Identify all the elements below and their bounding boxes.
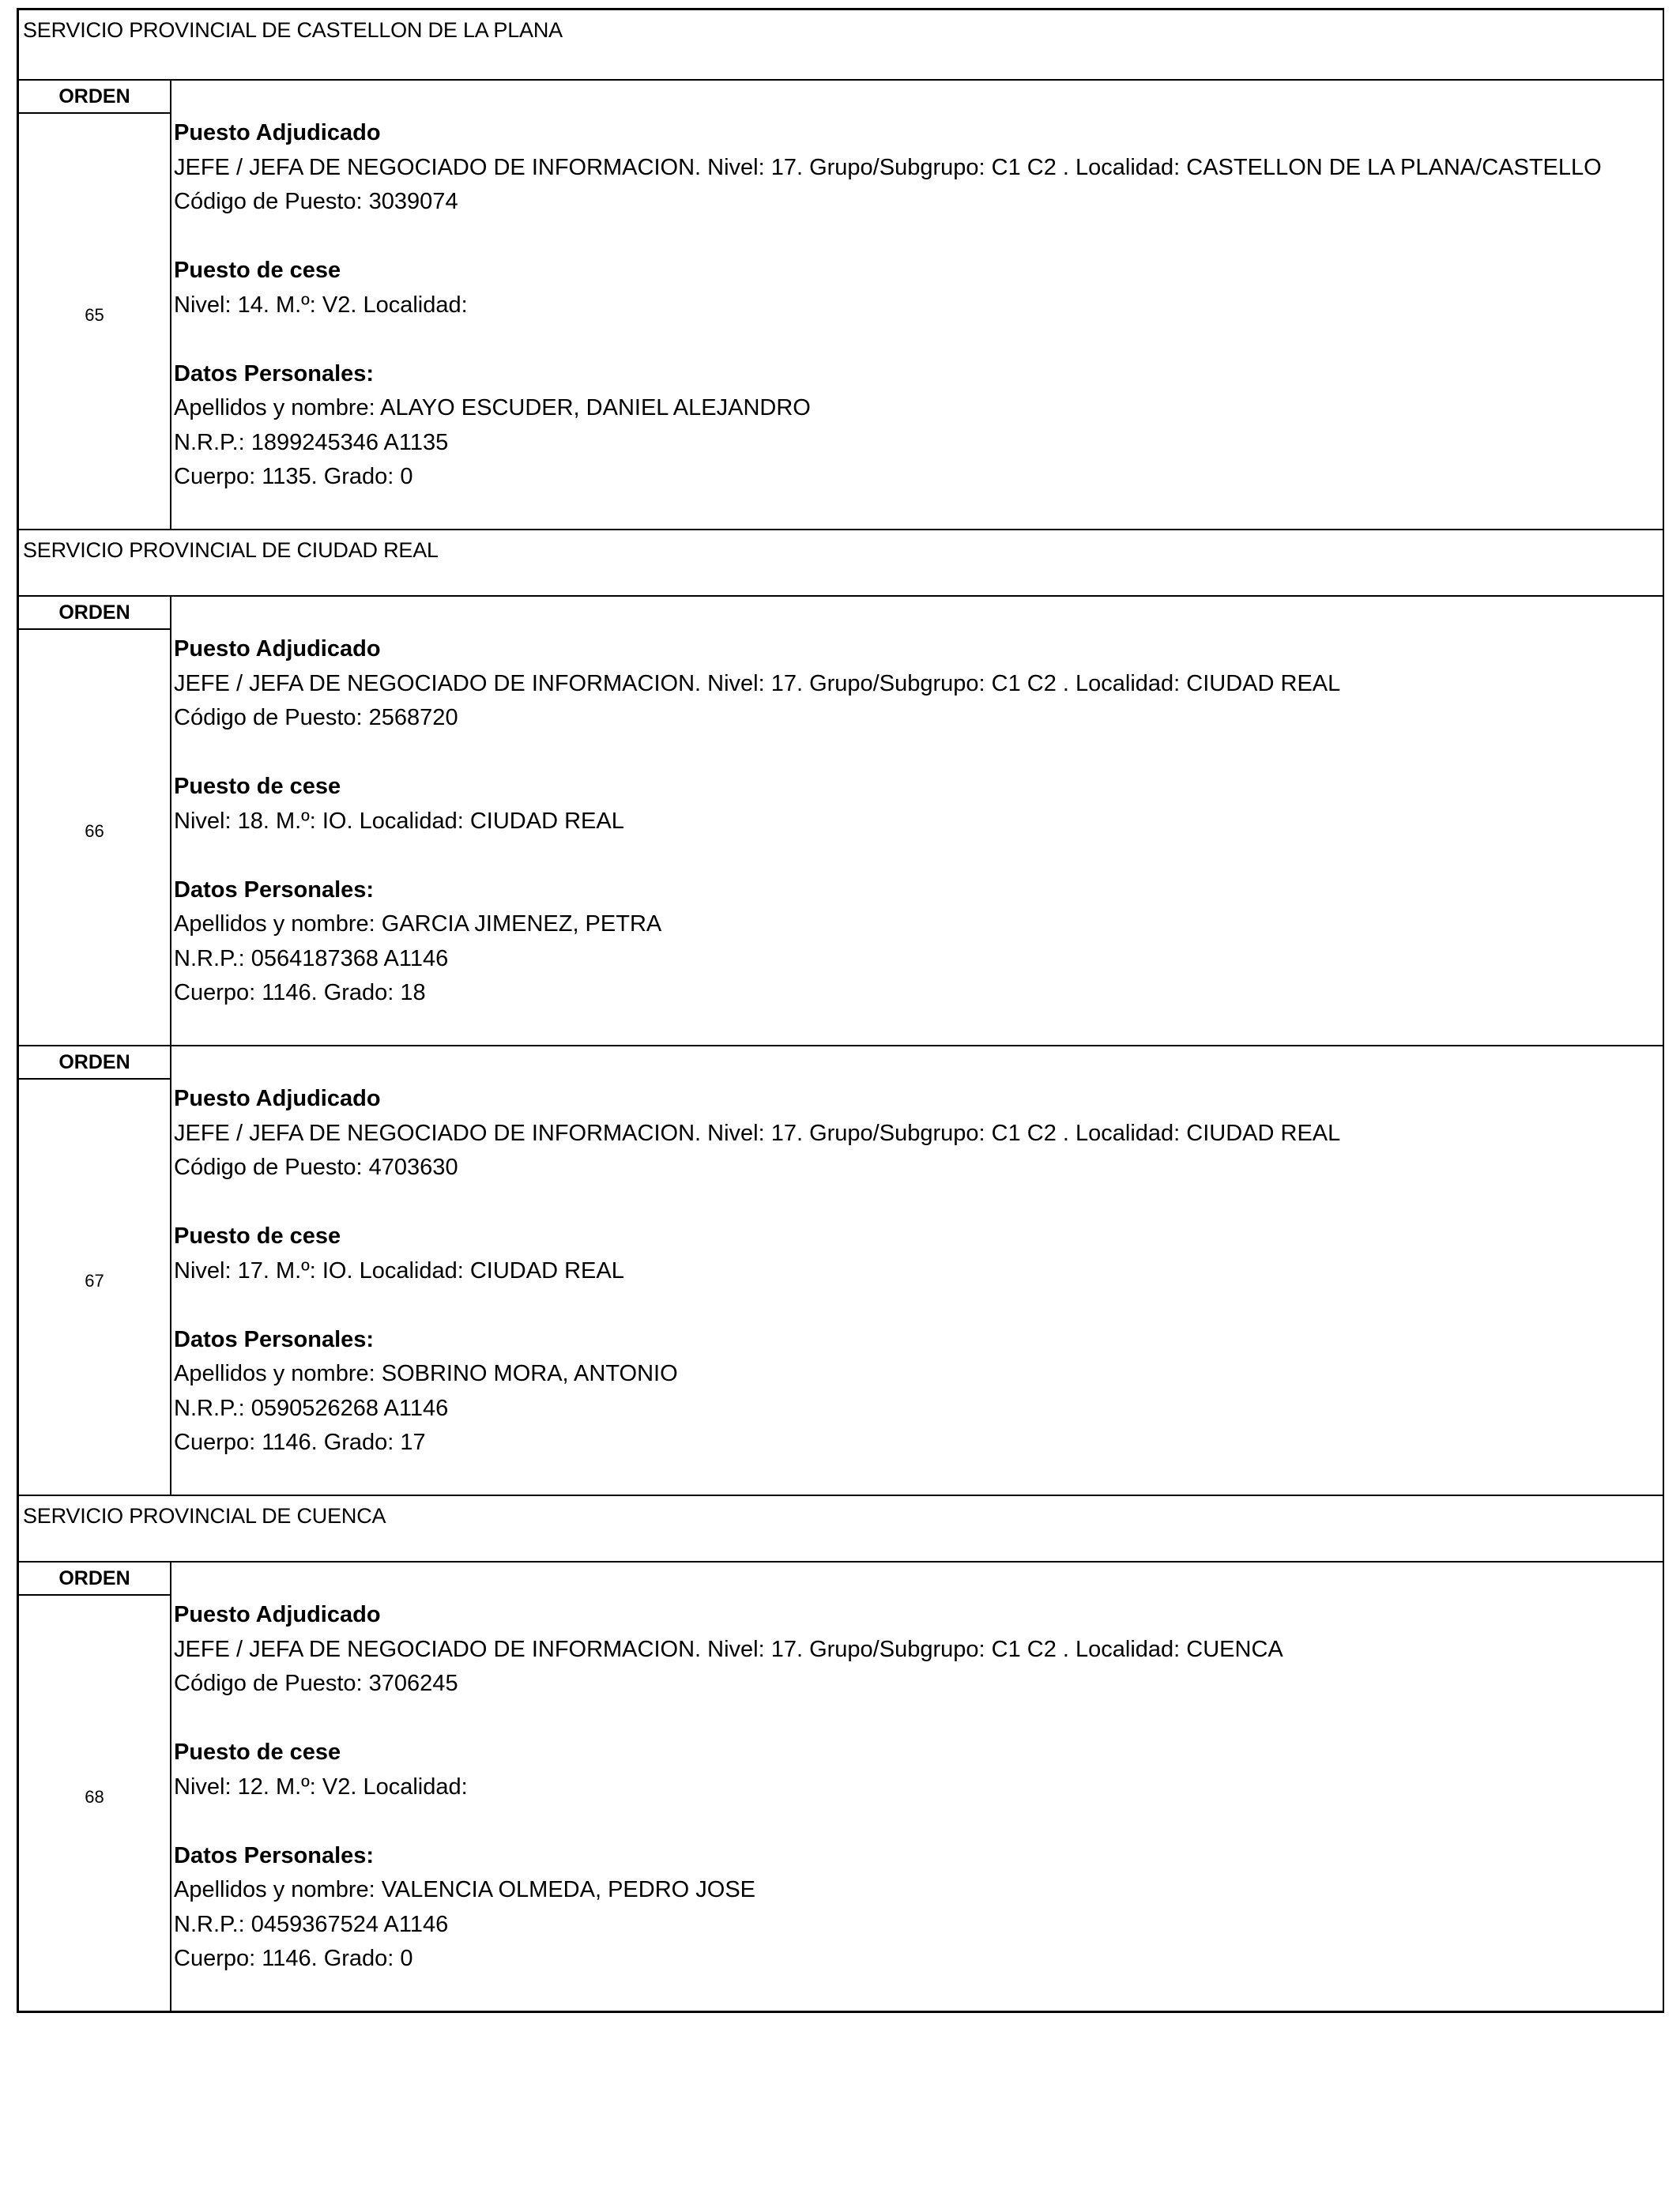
- service-header: SERVICIO PROVINCIAL DE CUENCA: [19, 1495, 1663, 1561]
- service-header: SERVICIO PROVINCIAL DE CASTELLON DE LA PLANA: [23, 18, 563, 42]
- puesto-cese-text: Nivel: 14. M.º: V2. Localidad:: [174, 292, 468, 318]
- puesto-adjudicado-text: JEFE / JEFA DE NEGOCIADO DE INFORMACION. Nivel: 17. Grupo/Subgrupo: C1 C2 . Localidad: CIUDAD REAL: [174, 1120, 1341, 1146]
- entry-details: [171, 597, 1663, 1045]
- orden-label: ORDEN: [19, 1563, 170, 1596]
- orden-column: [19, 81, 171, 529]
- puesto-adjudicado-heading: Puesto Adjudicado: [174, 636, 381, 662]
- puesto-adjudicado-text: JEFE / JEFA DE NEGOCIADO DE INFORMACION. Nivel: 17. Grupo/Subgrupo: C1 C2 . Localidad: CUENCA: [174, 1636, 1283, 1662]
- datos-personales-heading: Datos Personales:: [174, 876, 375, 903]
- datos-personales-heading: Datos Personales:: [174, 1326, 375, 1352]
- orden-number: 67: [85, 1270, 104, 1291]
- codigo-puesto: Código de Puesto: 2568720: [174, 705, 458, 730]
- orden-number: 66: [85, 820, 104, 841]
- apellidos-nombre: Apellidos y nombre: GARCIA JIMENEZ, PETRA: [174, 911, 662, 937]
- puesto-cese-text: Nivel: 12. M.º: V2. Localidad:: [174, 1774, 468, 1800]
- codigo-puesto: Código de Puesto: 3039074: [174, 189, 458, 214]
- cuerpo-grado: Cuerpo: 1146. Grado: 0: [174, 1946, 413, 1971]
- nrp: N.R.P.: 0459367524 A1146: [174, 1911, 449, 1937]
- datos-personales-heading: Datos Personales:: [174, 1842, 375, 1868]
- entry-details: [171, 81, 1663, 529]
- document-table: [17, 8, 1664, 2013]
- orden-column: [19, 597, 171, 1045]
- codigo-puesto: Código de Puesto: 4703630: [174, 1155, 458, 1180]
- table-row: [19, 595, 1663, 1045]
- cuerpo-grado: Cuerpo: 1135. Grado: 0: [174, 464, 413, 489]
- orden-number: 65: [85, 304, 104, 325]
- orden-number: 68: [85, 1786, 104, 1807]
- orden-column: [19, 1563, 171, 2011]
- orden-column: [19, 1046, 171, 1495]
- entry-details: [171, 1046, 1663, 1495]
- puesto-cese-text: Nivel: 17. M.º: IO. Localidad: CIUDAD REAL: [174, 1257, 624, 1284]
- cuerpo-grado: Cuerpo: 1146. Grado: 17: [174, 1430, 426, 1455]
- table-row: [19, 1045, 1663, 1495]
- nrp: N.R.P.: 0564187368 A1146: [174, 945, 449, 971]
- codigo-puesto: Código de Puesto: 3706245: [174, 1671, 458, 1696]
- puesto-cese-heading: Puesto de cese: [174, 1740, 341, 1765]
- puesto-adjudicado-heading: Puesto Adjudicado: [174, 120, 381, 145]
- puesto-cese-heading: Puesto de cese: [174, 774, 341, 799]
- apellidos-nombre: Apellidos y nombre: VALENCIA OLMEDA, PEDRO JOSE: [174, 1877, 756, 1902]
- puesto-cese-heading: Puesto de cese: [174, 1223, 341, 1249]
- puesto-adjudicado-heading: Puesto Adjudicado: [174, 1086, 381, 1111]
- nrp: N.R.P.: 1899245346 A1135: [174, 429, 449, 455]
- puesto-cese-text: Nivel: 18. M.º: IO. Localidad: CIUDAD REAL: [174, 808, 624, 834]
- entry-details: [171, 1563, 1663, 2011]
- orden-label: ORDEN: [19, 1046, 170, 1080]
- apellidos-nombre: Apellidos y nombre: ALAYO ESCUDER, DANIEL ALEJANDRO: [174, 395, 811, 420]
- puesto-adjudicado-heading: Puesto Adjudicado: [174, 1602, 381, 1627]
- puesto-adjudicado-text: JEFE / JEFA DE NEGOCIADO DE INFORMACION. Nivel: 17. Grupo/Subgrupo: C1 C2 . Localidad: CASTELLON DE LA PLANA/CASTELLO: [174, 154, 1602, 180]
- orden-label: ORDEN: [19, 81, 170, 114]
- cuerpo-grado: Cuerpo: 1146. Grado: 18: [174, 980, 426, 1005]
- orden-label: ORDEN: [19, 597, 170, 630]
- puesto-cese-heading: Puesto de cese: [174, 258, 341, 283]
- nrp: N.R.P.: 0590526268 A1146: [174, 1395, 449, 1421]
- puesto-adjudicado-text: JEFE / JEFA DE NEGOCIADO DE INFORMACION. Nivel: 17. Grupo/Subgrupo: C1 C2 . Localidad: CIUDAD REAL: [174, 670, 1341, 696]
- apellidos-nombre: Apellidos y nombre: SOBRINO MORA, ANTONIO: [174, 1361, 678, 1386]
- table-row: [19, 1561, 1663, 2011]
- table-row: [19, 79, 1663, 529]
- service-header: SERVICIO PROVINCIAL DE CIUDAD REAL: [19, 529, 1663, 595]
- datos-personales-heading: Datos Personales:: [174, 360, 375, 386]
